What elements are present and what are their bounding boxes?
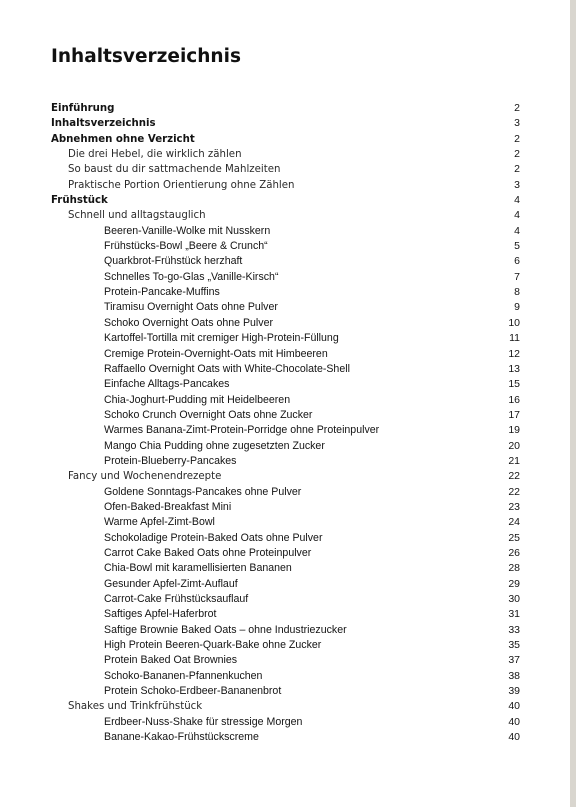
toc-entry-title: Die drei Hebel, die wirklich zählen — [68, 149, 242, 161]
toc-entry-title: Frühstücks-Bowl „Beere & Crunch“ — [104, 240, 268, 253]
toc-entry[interactable] — [0, 715, 570, 730]
toc-entry[interactable] — [0, 669, 570, 684]
toc-entry-title: Chia-Bowl mit karamellisierten Bananen — [104, 562, 292, 575]
toc-entry-title: Ofen-Baked-Breakfast Mini — [104, 500, 232, 513]
toc-entry[interactable] — [0, 699, 570, 714]
toc-entry-page: 20 — [508, 439, 520, 452]
table-of-contents — [0, 101, 570, 745]
toc-entry[interactable] — [0, 607, 570, 622]
toc-entry-page: 15 — [508, 378, 520, 391]
toc-entry-page: 5 — [514, 240, 520, 253]
toc-entry-title: Raffaello Overnight Oats with White-Chocolate-Shell — [104, 362, 350, 375]
toc-entry-page: 28 — [508, 562, 520, 575]
toc-entry-title: Beeren-Vanille-Wolke mit Nusskern — [104, 224, 271, 237]
toc-entry[interactable] — [0, 561, 570, 576]
toc-entry-title: Schokoladige Protein-Baked Oats ohne Pulver — [104, 531, 323, 544]
toc-entry[interactable] — [0, 300, 570, 315]
toc-entry-page: 2 — [514, 148, 520, 161]
toc-entry[interactable] — [0, 469, 570, 484]
toc-entry-title: Frühstück — [51, 195, 108, 207]
toc-entry-page: 3 — [514, 117, 520, 130]
toc-entry[interactable] — [0, 684, 570, 699]
toc-entry-page: 21 — [508, 454, 520, 467]
toc-entry-title: Mango Chia Pudding ohne zugesetzten Zucker — [104, 439, 325, 452]
toc-entry-title: Carrot-Cake Frühstücksauflauf — [104, 593, 249, 605]
toc-title: Inhaltsverzeichnis — [51, 46, 241, 67]
toc-entry[interactable] — [0, 362, 570, 377]
toc-entry[interactable] — [0, 623, 570, 638]
toc-entry[interactable] — [0, 592, 570, 607]
toc-entry[interactable] — [0, 485, 570, 500]
toc-entry[interactable] — [0, 423, 570, 438]
toc-entry-title: Kartoffel-Tortilla mit cremiger High-Protein-Füllung — [104, 332, 339, 345]
toc-entry-page: 37 — [508, 654, 520, 667]
toc-entry[interactable] — [0, 316, 570, 331]
toc-entry-title: Chia-Joghurt-Pudding mit Heidelbeeren — [104, 393, 291, 406]
toc-entry-title: Protein Baked Oat Brownies — [104, 654, 238, 667]
toc-entry-title: Warme Apfel-Zimt-Bowl — [104, 516, 215, 529]
toc-entry[interactable] — [0, 546, 570, 561]
toc-entry-page: 2 — [514, 102, 520, 114]
toc-entry[interactable] — [0, 116, 570, 131]
toc-entry-page: 6 — [514, 255, 520, 268]
toc-entry-page: 39 — [508, 685, 520, 698]
toc-entry[interactable] — [0, 730, 570, 745]
toc-entry-title: Erdbeer-Nuss-Shake für stressige Morgen — [104, 715, 303, 728]
toc-entry[interactable] — [0, 454, 570, 469]
toc-entry-page: 4 — [514, 224, 520, 237]
toc-entry-page: 29 — [508, 577, 520, 590]
toc-entry-title: Protein-Pancake-Muffins — [104, 286, 220, 299]
toc-entry-page: 4 — [514, 194, 520, 207]
toc-entry-page: 19 — [508, 424, 520, 437]
toc-entry[interactable] — [0, 577, 570, 592]
toc-entry[interactable] — [0, 515, 570, 530]
toc-entry-title: So baust du dir sattmachende Mahlzeiten — [68, 164, 281, 176]
toc-entry-title: Shakes und Trinkfrühstück — [68, 701, 203, 713]
toc-entry-page: 23 — [508, 500, 520, 513]
toc-entry[interactable] — [0, 500, 570, 515]
toc-entry-page: 2 — [514, 132, 520, 145]
toc-entry-page: 40 — [508, 715, 520, 728]
toc-entry[interactable] — [0, 270, 570, 285]
toc-entry-title: Saftiges Apfel-Haferbrot — [104, 608, 217, 621]
toc-entry-title: Protein-Blueberry-Pancakes — [104, 454, 237, 467]
toc-entry-page: 4 — [514, 209, 520, 222]
toc-entry-page: 24 — [508, 516, 520, 529]
toc-entry-title: Cremige Protein-Overnight-Oats mit Himbeeren — [104, 347, 328, 360]
toc-entry[interactable] — [0, 439, 570, 454]
toc-entry-page: 22 — [508, 470, 520, 483]
toc-entry-page: 17 — [508, 408, 520, 421]
toc-entry-page: 3 — [514, 178, 520, 191]
toc-entry-page: 35 — [508, 639, 520, 652]
toc-entry[interactable] — [0, 285, 570, 300]
toc-entry-title: Tiramisu Overnight Oats ohne Pulver — [104, 301, 278, 314]
toc-entry-title: Schnell und alltagstauglich — [68, 210, 206, 222]
toc-entry-title: High Protein Beeren-Quark-Bake ohne Zucker — [104, 639, 322, 652]
toc-entry-title: Saftige Brownie Baked Oats – ohne Industriezucker — [104, 623, 347, 636]
toc-entry-page: 33 — [508, 623, 520, 636]
toc-entry-page: 31 — [508, 608, 520, 621]
toc-entry-title: Schoko Overnight Oats ohne Pulver — [104, 316, 274, 329]
toc-entry[interactable] — [0, 347, 570, 362]
toc-entry[interactable] — [0, 208, 570, 223]
toc-entry-page: 22 — [508, 485, 520, 498]
toc-entry-title: Gesunder Apfel-Zimt-Auflauf — [104, 577, 238, 590]
toc-entry[interactable] — [0, 531, 570, 546]
toc-entry[interactable] — [0, 178, 570, 193]
toc-entry-title: Einführung — [51, 103, 115, 114]
toc-entry[interactable] — [0, 193, 570, 208]
toc-entry[interactable] — [0, 408, 570, 423]
toc-entry[interactable] — [0, 147, 570, 162]
toc-entry-page: 26 — [508, 546, 520, 559]
toc-entry[interactable] — [0, 162, 570, 177]
toc-entry[interactable] — [0, 254, 570, 269]
toc-entry-title: Warmes Banana-Zimt-Protein-Porridge ohne Proteinpulver — [104, 424, 380, 437]
toc-entry-title: Fancy und Wochenendrezepte — [68, 471, 222, 483]
toc-entry-page: 8 — [514, 286, 520, 299]
toc-entry-title: Einfache Alltags-Pancakes — [104, 378, 230, 391]
toc-entry[interactable] — [0, 239, 570, 254]
toc-entry[interactable] — [0, 653, 570, 668]
toc-entry[interactable] — [0, 377, 570, 392]
toc-entry-title: Inhaltsverzeichnis — [51, 118, 156, 130]
toc-entry-page: 11 — [509, 332, 520, 345]
toc-entry[interactable] — [0, 132, 570, 147]
toc-entry-page: 25 — [508, 531, 520, 544]
page-edge — [570, 0, 576, 807]
toc-entry-title: Schnelles To-go-Glas „Vanille-Kirsch“ — [104, 270, 279, 283]
toc-entry-page: 16 — [508, 393, 520, 406]
toc-entry-page: 9 — [514, 301, 520, 314]
toc-entry-page: 38 — [508, 669, 520, 682]
toc-entry-page: 2 — [514, 163, 520, 176]
toc-entry-title: Carrot Cake Baked Oats ohne Proteinpulver — [104, 546, 312, 559]
toc-entry[interactable] — [0, 224, 570, 239]
toc-entry-title: Quarkbrot-Frühstück herzhaft — [104, 255, 243, 268]
toc-entry-title: Praktische Portion Orientierung ohne Zählen — [68, 179, 295, 191]
toc-entry-title: Schoko-Bananen-Pfannenkuchen — [104, 669, 263, 682]
toc-entry[interactable] — [0, 331, 570, 346]
toc-entry-page: 30 — [508, 593, 520, 605]
toc-entry-page: 40 — [508, 700, 520, 713]
toc-entry-title: Banane-Kakao-Frühstückscreme — [104, 731, 259, 744]
toc-entry[interactable] — [0, 638, 570, 653]
toc-entry-page: 7 — [514, 270, 520, 283]
toc-entry-page: 40 — [508, 731, 520, 744]
toc-entry-title: Abnehmen ohne Verzicht — [51, 133, 195, 145]
toc-entry-title: Goldene Sonntags-Pancakes ohne Pulver — [104, 485, 302, 498]
toc-entry-page: 13 — [508, 362, 520, 375]
toc-entry-title: Protein Schoko-Erdbeer-Bananenbrot — [104, 685, 282, 698]
toc-entry-page: 10 — [508, 316, 520, 329]
toc-entry[interactable] — [0, 101, 570, 116]
toc-entry-page: 12 — [508, 347, 520, 360]
toc-entry-title: Schoko Crunch Overnight Oats ohne Zucker — [104, 408, 313, 421]
toc-entry[interactable] — [0, 393, 570, 408]
